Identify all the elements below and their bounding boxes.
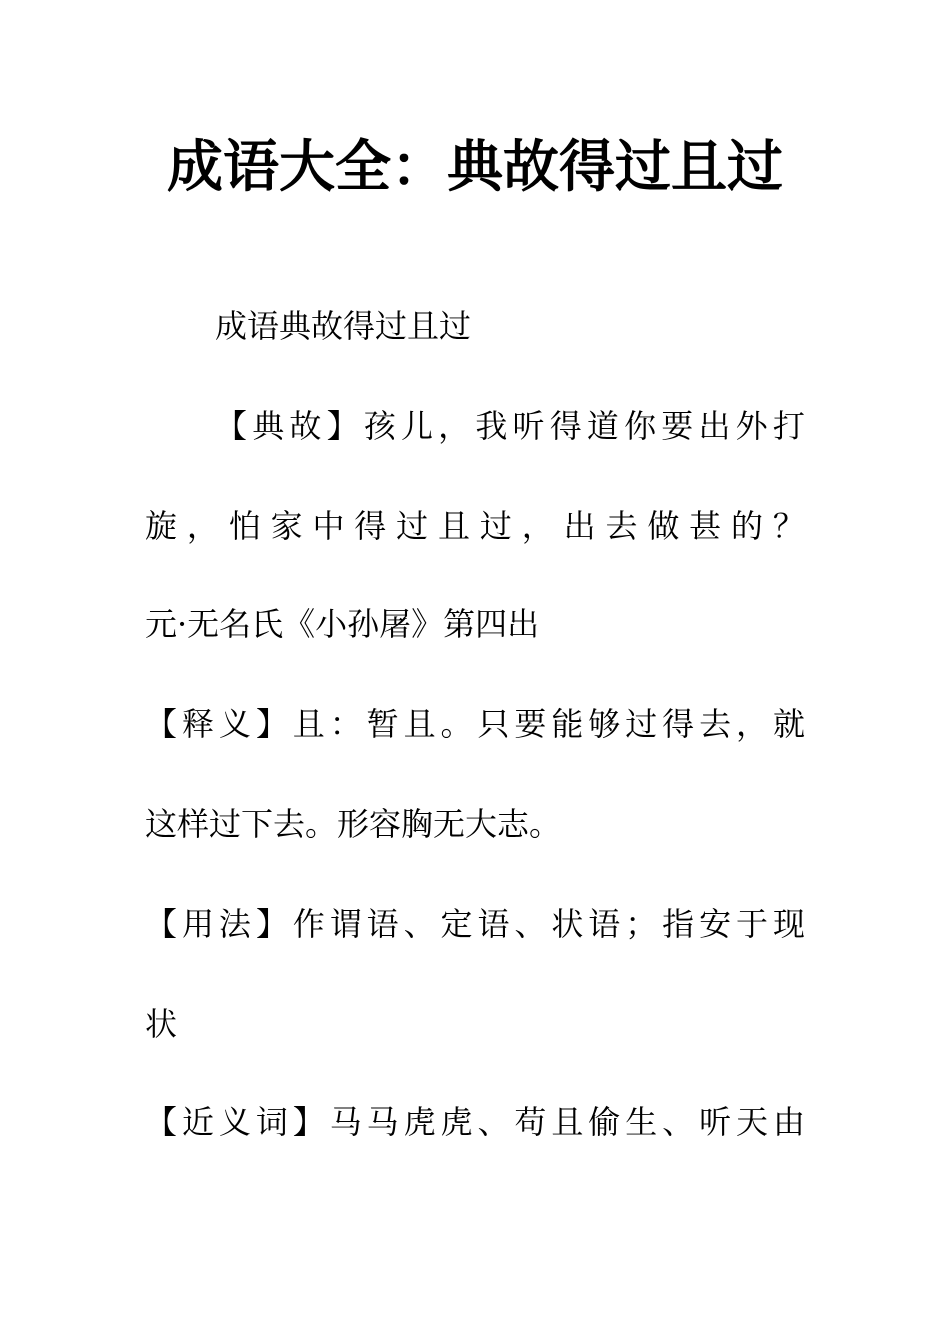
- paragraph-char: 苟: [514, 1103, 547, 1141]
- document-title: 成语大全：典故得过且过: [167, 135, 783, 200]
- paragraph-char: 【: [145, 705, 178, 743]
- paragraph-char: 去: [605, 507, 638, 545]
- paragraph-char: 语: [588, 905, 621, 943]
- paragraph-char: 儿: [400, 407, 433, 445]
- paragraph-char: 只: [477, 705, 510, 743]
- paragraph-char: 安: [699, 905, 732, 943]
- paragraph-line: [145, 900, 805, 948]
- paragraph-char: 听: [699, 1103, 732, 1141]
- paragraph-char: 词: [255, 1103, 288, 1141]
- paragraph-char: 要: [514, 705, 547, 743]
- paragraph-char: 过: [625, 705, 658, 743]
- paragraph-char: 且: [403, 705, 436, 743]
- paragraph-char: ，: [736, 705, 769, 743]
- paragraph-char: 做: [647, 507, 680, 545]
- paragraph-char: 道: [586, 407, 619, 445]
- paragraph-char: 孩: [363, 407, 396, 445]
- paragraph-char: 听: [512, 407, 545, 445]
- paragraph-char: 且: [438, 507, 471, 545]
- paragraph-char: ？: [772, 507, 805, 545]
- paragraph-char: 现: [772, 905, 805, 943]
- paragraph-char: 旋: [145, 507, 178, 545]
- paragraph-char: 作: [292, 905, 325, 943]
- paragraph-char: 于: [736, 905, 769, 943]
- paragraph-char: 外: [735, 407, 768, 445]
- paragraph-char: 义: [218, 705, 251, 743]
- paragraph-char: 要: [661, 407, 694, 445]
- paragraph-char: 且: [292, 705, 325, 743]
- paragraph-char: 马: [329, 1103, 362, 1141]
- paragraph-char: 就: [772, 705, 805, 743]
- paragraph-char: 去: [699, 705, 732, 743]
- paragraph-char: 出: [698, 407, 731, 445]
- paragraph-char: 马: [366, 1103, 399, 1141]
- paragraph-char: 近: [181, 1103, 214, 1141]
- paragraph-char: 虎: [440, 1103, 473, 1141]
- paragraph-char: 】: [255, 905, 288, 943]
- paragraph-char: 我: [475, 407, 508, 445]
- paragraph-char: 生: [625, 1103, 658, 1141]
- paragraph-char: 且: [551, 1103, 584, 1141]
- paragraph-char: 】: [326, 407, 359, 445]
- paragraph-char: 释: [181, 705, 214, 743]
- paragraph-char: 出: [563, 507, 596, 545]
- paragraph-char: 状: [551, 905, 584, 943]
- paragraph-char: 打: [772, 407, 805, 445]
- paragraph-char: 定: [440, 905, 473, 943]
- paragraph-char: 、: [403, 905, 436, 943]
- paragraph-char: 你: [624, 407, 657, 445]
- paragraph-char: 暂: [366, 705, 399, 743]
- paragraph-line: [145, 502, 805, 550]
- paragraph-char: 家: [270, 507, 303, 545]
- paragraph-char: 、: [662, 1103, 695, 1141]
- paragraph-line: 状: [145, 1005, 178, 1043]
- paragraph-char: ，: [521, 507, 554, 545]
- paragraph-char: 法: [218, 905, 251, 943]
- paragraph-char: 【: [145, 905, 178, 943]
- paragraph-line: [145, 1098, 805, 1146]
- paragraph-char: 、: [477, 1103, 510, 1141]
- paragraph-line: [215, 402, 805, 450]
- paragraph-char: 指: [662, 905, 695, 943]
- paragraph-char: 【: [145, 1103, 178, 1141]
- paragraph-char: 怕: [228, 507, 261, 545]
- paragraph-char: 得: [354, 507, 387, 545]
- paragraph-char: ；: [625, 905, 658, 943]
- paragraph-line: [145, 700, 805, 748]
- paragraph-char: 得: [549, 407, 582, 445]
- document-subtitle: 成语典故得过且过: [215, 307, 472, 345]
- paragraph-line: 元·无名氏《小孙屠》第四出: [145, 605, 540, 643]
- paragraph-char: 中: [312, 507, 345, 545]
- paragraph-char: 得: [662, 705, 695, 743]
- paragraph-char: 够: [588, 705, 621, 743]
- paragraph-char: 偷: [588, 1103, 621, 1141]
- paragraph-char: 。: [440, 705, 473, 743]
- paragraph-char: 过: [479, 507, 512, 545]
- paragraph-char: 甚: [689, 507, 722, 545]
- paragraph-char: 的: [731, 507, 764, 545]
- paragraph-char: 义: [218, 1103, 251, 1141]
- paragraph-char: 】: [292, 1103, 325, 1141]
- paragraph-char: 语: [477, 905, 510, 943]
- paragraph-char: 由: [772, 1103, 805, 1141]
- paragraph-char: 故: [289, 407, 322, 445]
- paragraph-char: ，: [438, 407, 471, 445]
- paragraph-char: 谓: [329, 905, 362, 943]
- paragraph-char: ，: [186, 507, 219, 545]
- paragraph-char: 【: [215, 407, 248, 445]
- paragraph-char: 虎: [403, 1103, 436, 1141]
- paragraph-char: 用: [181, 905, 214, 943]
- paragraph-char: ：: [329, 705, 362, 743]
- paragraph-line: 这样过下去。形容胸无大志。: [145, 805, 562, 843]
- paragraph-char: 能: [551, 705, 584, 743]
- paragraph-char: 天: [736, 1103, 769, 1141]
- paragraph-char: 语: [366, 905, 399, 943]
- paragraph-char: 过: [396, 507, 429, 545]
- paragraph-char: 典: [252, 407, 285, 445]
- paragraph-char: 、: [514, 905, 547, 943]
- paragraph-char: 】: [255, 705, 288, 743]
